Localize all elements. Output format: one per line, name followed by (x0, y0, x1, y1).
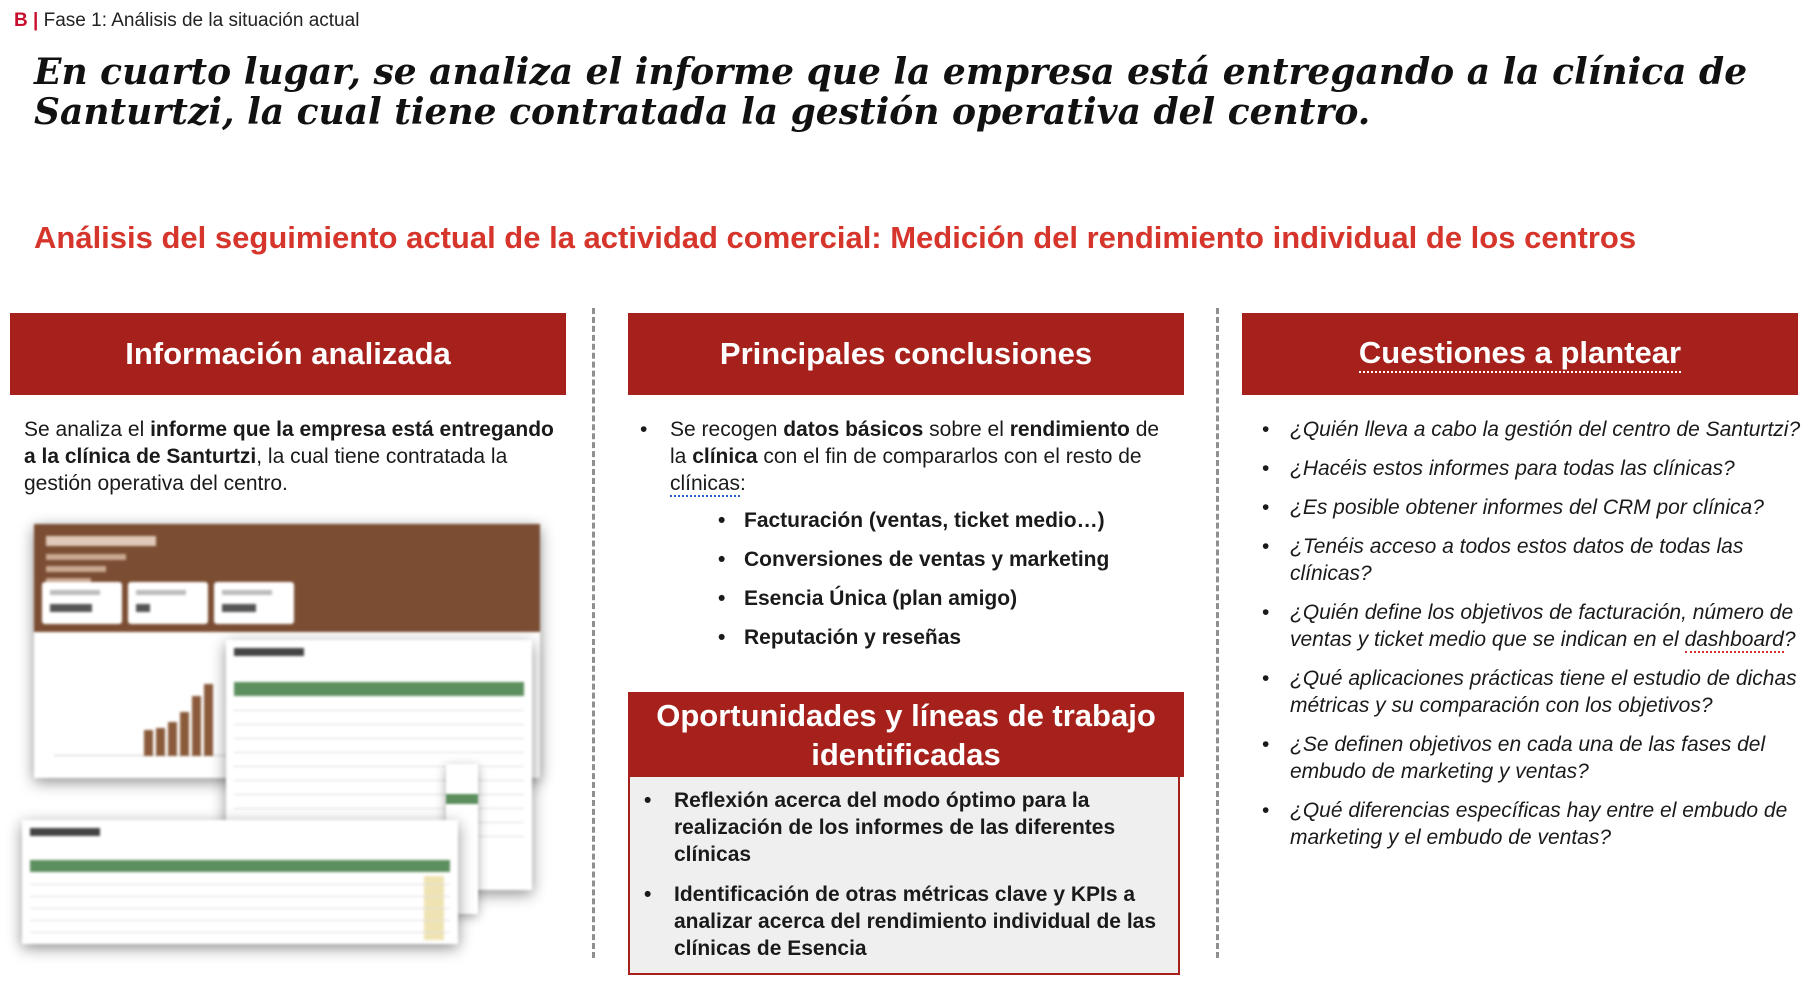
question-item: • ¿Quién lleva a cabo la gestión del centro de Santurtzi? (1248, 416, 1804, 443)
column-divider-left (592, 308, 595, 958)
section-letter: B (14, 10, 28, 31)
slide-title: En cuarto lugar, se analiza el informe que la empresa está entregando a la clínica de Santurtzi, la cual tiene contratada la gestión operativa del centro. (34, 51, 1748, 133)
section-header (14, 10, 359, 32)
info-description: Se analiza el informe que la empresa está entregando a la clínica de Santurtzi, la cual tiene contratada la gestión operativa del centro. (24, 418, 554, 495)
phase-label: Fase 1: Análisis de la situación actual (43, 10, 360, 31)
opportunity-item: • Reflexión acerca del modo óptimo para la realización de los informes de las diferentes clínicas (630, 787, 1162, 868)
opportunities-heading: Oportunidades y líneas de trabajo identificadas (628, 692, 1184, 777)
opportunity-item: • Identificación de otras métricas clave y KPIs a analizar acerca del rendimiento individual de las clínicas de Esencia (630, 881, 1162, 962)
column-divider-right (1216, 308, 1219, 958)
question-item: • ¿Es posible obtener informes del CRM por clínica? (1248, 494, 1804, 521)
new-clients-table-thumbnail (22, 820, 458, 944)
question-item: • ¿Quién define los objetivos de facturación, número de ventas y ticket medio que se indican en el dashboard? (1248, 599, 1804, 653)
slide-subtitle: Análisis del seguimiento actual de la actividad comercial: Medición del rendimiento individual de los centros (34, 220, 1637, 255)
conclusions-heading: Principales conclusiones (628, 313, 1184, 395)
questions-body (1248, 416, 1804, 863)
conclusion-item: • Reputación y reseñas (744, 624, 1173, 651)
question-item: • ¿Se definen objetivos en cada una de las fases del embudo de marketing y ventas? (1248, 731, 1804, 785)
question-item: • ¿Qué aplicaciones prácticas tiene el estudio de dichas métricas y su comparación con los objetivos? (1248, 665, 1804, 719)
dashboard-screenshots (22, 520, 552, 960)
question-item: • ¿Qué diferencias específicas hay entre el embudo de marketing y el embudo de ventas? (1248, 797, 1804, 851)
conclusion-intro: • Se recogen datos básicos sobre el rendimiento de la clínica con el fin de compararlos con el resto de clínicas: (628, 416, 1173, 497)
question-item: • ¿Hacéis estos informes para todas las clínicas? (1248, 455, 1804, 482)
info-heading: Información analizada (10, 313, 566, 395)
conclusion-item: • Conversiones de ventas y marketing (744, 546, 1173, 573)
question-item: • ¿Tenéis acceso a todos estos datos de todas las clínicas? (1248, 533, 1804, 587)
conclusions-body (628, 416, 1173, 663)
section-separator: | (33, 10, 39, 31)
questions-heading: Cuestiones a plantear (1242, 313, 1798, 395)
conclusion-item: • Esencia Única (plan amigo) (744, 585, 1173, 612)
opportunities-body (628, 777, 1180, 975)
conclusion-item: • Facturación (ventas, ticket medio…) (744, 507, 1173, 534)
